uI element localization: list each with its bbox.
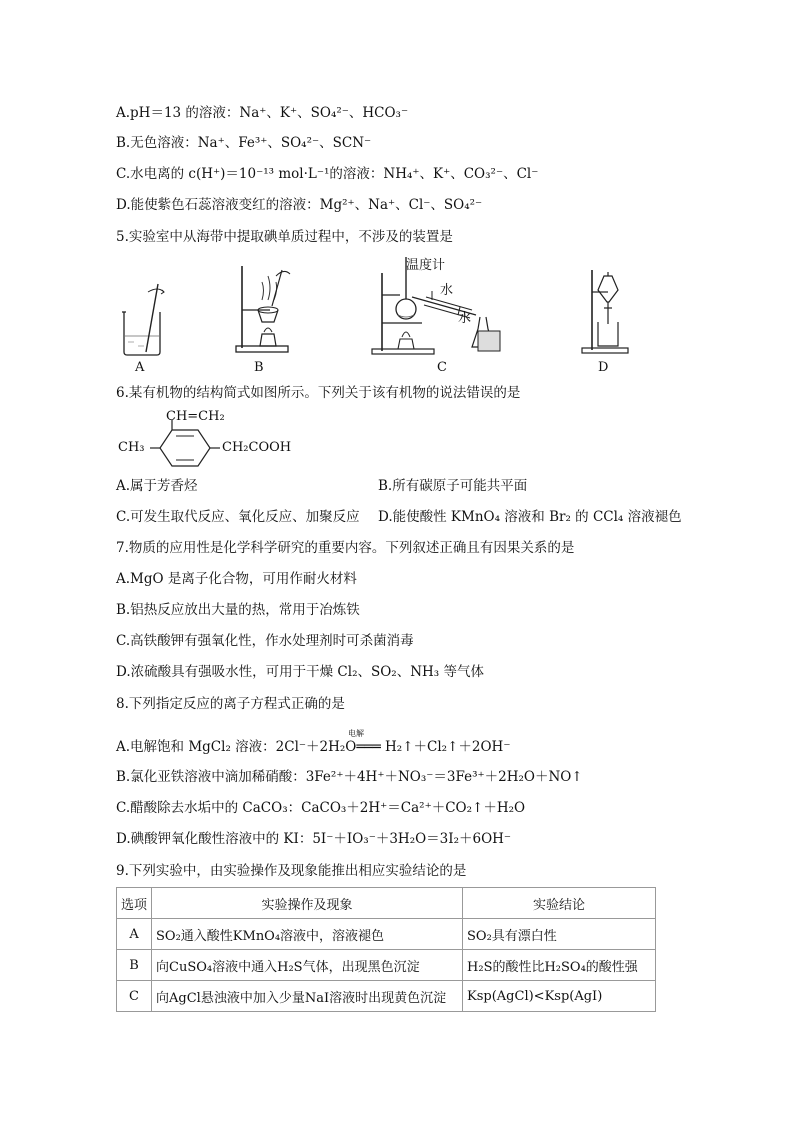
row-operation: 向CuSO₄溶液中通入H₂S气体，出现黑色沉淀	[152, 950, 463, 981]
apparatus-a-beaker	[118, 278, 168, 358]
water-in-label: 水	[458, 311, 472, 326]
structure-acetic: CH₂COOH	[222, 440, 292, 455]
q7-option-d: D.浓硫酸具有强吸水性，可用于干燥 Cl₂、SO₂、NH₃ 等气体	[116, 664, 484, 680]
row-operation: 向AgCl悬浊液中加入少量NaI溶液时出现黄色沉淀	[152, 981, 463, 1012]
apparatus-b-crucible	[232, 262, 292, 356]
q4-option-d: D.能使紫色石蕊溶液变红的溶液：Mg²⁺、Na⁺、Cl⁻、SO₄²⁻	[116, 197, 483, 213]
apparatus-d-separatory-funnel	[578, 266, 630, 356]
q5-stem: 5.实验室中从海带中提取碘单质过程中，不涉及的装置是	[116, 229, 453, 245]
q4-option-b: B.无色溶液：Na⁺、Fe³⁺、SO₄²⁻、SCN⁻	[116, 135, 372, 151]
thermometer-label: 温度计	[406, 258, 446, 273]
q4-option-c: C.水电离的 c(H⁺)＝10⁻¹³ mol·L⁻¹的溶液：NH₄⁺、K⁺、CO₃²⁻、Cl⁻	[116, 166, 539, 182]
q7-option-c: C.高铁酸钾有强氧化性，作水处理剂时可杀菌消毒	[116, 633, 414, 649]
water-out-label: 水	[440, 283, 454, 298]
table-row	[117, 919, 656, 950]
q7-option-a: A.MgO 是离子化合物，可用作耐火材料	[116, 571, 357, 587]
q6-option-c: C.可发生取代反应、氧化反应、加聚反应	[116, 509, 360, 525]
structure-methyl: CH₃	[118, 440, 145, 455]
benzene-ring-structure	[150, 420, 220, 472]
q7-stem: 7.物质的应用性是化学科学研究的重要内容。下列叙述正确且有因果关系的是	[116, 540, 575, 556]
table-row	[117, 981, 656, 1012]
q8-option-c: C.醋酸除去水垢中的 CaCO₃：CaCO₃＋2H⁺＝Ca²⁺＋CO₂↑＋H₂O	[116, 800, 526, 816]
q4-option-a: A.pH＝13 的溶液：Na⁺、K⁺、SO₄²⁻、HCO₃⁻	[116, 105, 409, 121]
q8-option-a: A.电解饱和 MgCl₂ 溶液：2Cl⁻＋2H₂O═══ H₂↑＋Cl₂↑＋2OH⁻	[116, 739, 511, 755]
apparatus-label-b: B	[254, 360, 264, 375]
row-operation: SO₂通入酸性KMnO₄溶液中，溶液褪色	[152, 919, 463, 950]
q8-stem: 8.下列指定反应的离子方程式正确的是	[116, 696, 345, 712]
row-conclusion: SO₂具有漂白性	[463, 919, 656, 950]
header-operation: 实验操作及现象	[152, 888, 463, 919]
structure-vinyl: CH=CH₂	[166, 409, 225, 424]
row-conclusion: H₂S的酸性比H₂SO₄的酸性强	[463, 950, 656, 981]
header-conclusion: 实验结论	[463, 888, 656, 919]
q9-stem: 9.下列实验中，由实验操作及现象能推出相应实验结论的是	[116, 863, 467, 879]
q6-option-d: D.能使酸性 KMnO₄ 溶液和 Br₂ 的 CCl₄ 溶液褪色	[378, 509, 682, 525]
apparatus-label-a: A	[135, 360, 145, 375]
q8-option-d: D.碘酸钾氧化酸性溶液中的 KI：5I⁻＋IO₃⁻＋3H₂O＝3I₂＋6OH⁻	[116, 831, 512, 847]
header-option: 选项	[117, 888, 152, 919]
row-conclusion: Ksp(AgCl)<Ksp(AgI)	[463, 981, 656, 1012]
q6-option-a: A.属于芳香烃	[116, 478, 198, 494]
table-row	[117, 950, 656, 981]
electrolysis-condition: 电解	[348, 729, 364, 738]
row-option: B	[117, 950, 152, 981]
row-option: C	[117, 981, 152, 1012]
row-option: A	[117, 919, 152, 950]
experiment-table	[116, 887, 656, 1012]
apparatus-label-d: D	[598, 360, 609, 375]
q8-option-b: B.氯化亚铁溶液中滴加稀硝酸：3Fe²⁺＋4H⁺＋NO₃⁻＝3Fe³⁺＋2H₂O＋NO↑	[116, 769, 583, 785]
apparatus-label-c: C	[437, 360, 447, 375]
q6-option-b: B.所有碳原子可能共平面	[378, 478, 528, 494]
q6-stem: 6.某有机物的结构简式如图所示。下列关于该有机物的说法错误的是	[116, 385, 521, 401]
table-header-row	[117, 888, 656, 919]
q7-option-b: B.铝热反应放出大量的热，常用于冶炼铁	[116, 602, 360, 618]
